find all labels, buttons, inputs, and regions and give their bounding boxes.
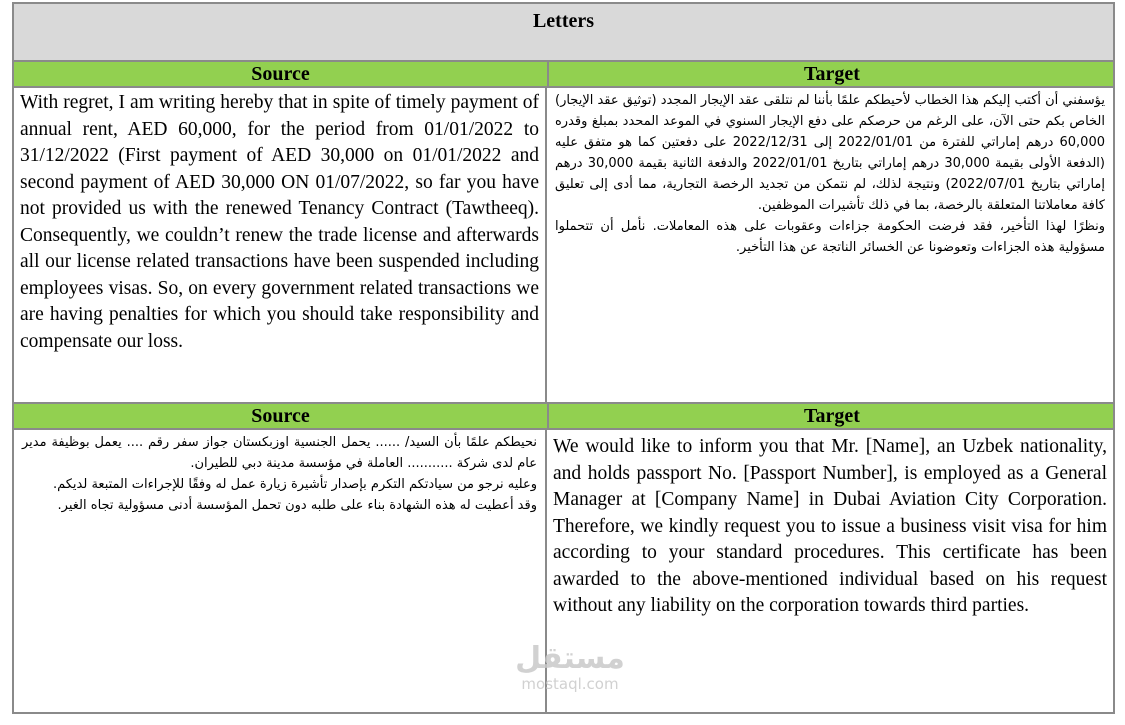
section1-source-text: With regret, I am writing hereby that in spite of timely payment of annual rent, AED 60,000, for the period from 01/01/2022 to 31/12/2022 (First payment of AED 30,000 on 01/01/2022 and second payment of AED 30,000 ON 01/07/2022, so far you have not provided us with the renewed Tenancy Contract (Tawtheeq). Consequently, we couldn’t renew the trade license and afterwards all our license related transactions have been suspended including employees visas. So, on every government related transactions we are having penalties for which you should take responsibility and compensate our loss.: [14, 88, 547, 402]
section1-body-row: [14, 88, 1113, 404]
section1-header-row: [14, 62, 1113, 88]
table-title-row: [14, 4, 1113, 62]
section1-target-header: Target: [804, 63, 860, 85]
section2-target-text: We would like to inform you that Mr. [Name], an Uzbek nationality, and holds passport No. [Passport Number], is employed as a General Manager at [Company Name] in Dubai Aviation City Corporation. Therefore, we kindly request you to issue a business visit visa for him according to your standard procedures. This certificate has been awarded to the above-mentioned individual based on his request without any liability on the corporation towards third parties.: [553, 436, 1107, 616]
letters-table: [12, 2, 1115, 714]
watermark: [495, 642, 645, 692]
section2-header-row: [14, 404, 1113, 430]
section2-source-cell: [14, 430, 547, 712]
section1-source-header: Source: [14, 62, 549, 86]
watermark-domain: mostaql.com: [521, 675, 619, 693]
section2-source-paragraph-1: نحيطكم علمًا بأن السيد/ ...... يحمل الجنسية اوزبكستان جواز سفر رقم .... يعمل بوظيفة مدير عام لدى شركة ........... العاملة في مؤسسة مدينة دبي للطيران.: [22, 435, 537, 471]
section2-target-header: Target: [804, 405, 860, 427]
watermark-arabic-logo: مستقل: [515, 641, 625, 676]
section1-target-cell: [547, 88, 1113, 402]
section2-source-paragraph-2: وعليه نرجو من سيادتكم التكرم بإصدار تأشيرة زيارة عمل له وفقًا للإجراءات المتبعة لديكم.: [52, 477, 537, 492]
section2-source-header: Source: [14, 404, 549, 428]
table-title: Letters: [532, 10, 595, 32]
section1-target-paragraph-1: يؤسفني أن أكتب إليكم هذا الخطاب لأحيطكم علمًا بأننا لم نتلقى عقد الإيجار المجدد (توثيق عقد الإيجار) الخاص بكم حتى الآن، على الرغم من حرصكم على دفع الإيجار السنوي في الموعد المحدد بمبلغ وقدره 60,000 درهم إماراتي للفترة من 2022/01/01 إلى 2022/12/31 على دفعتين كما هو متفق عليه (الدفعة الأولى بقيمة 30,000 درهم إماراتي بتاريخ 2022/01/01 والدفعة الثانية بقيمة 30,000 درهم إماراتي بتاريخ 2022/07/01) ونتيجة لذلك، لم نتمكن من تجديد الرخصة التجارية، مما أدى إلى تعليق كافة معاملاتنا المتعلقة بالرخصة، بما في ذلك تأشيرات الموظفين.: [555, 93, 1105, 213]
section1-target-paragraph-2: ونظرًا لهذا التأخير، فقد فرضت الحكومة جزاءات وعقوبات على هذه المعاملات. نأمل أن تتحملوا مسؤولية هذه الجزاءات وتعوضونا عن الخسائر الناتجة عن هذا التأخير.: [555, 219, 1105, 255]
section2-source-paragraph-3: وقد أعطيت له هذه الشهادة بناء على طلبه دون تحمل المؤسسة أدنى مسؤولية تجاه الغير.: [57, 498, 537, 513]
